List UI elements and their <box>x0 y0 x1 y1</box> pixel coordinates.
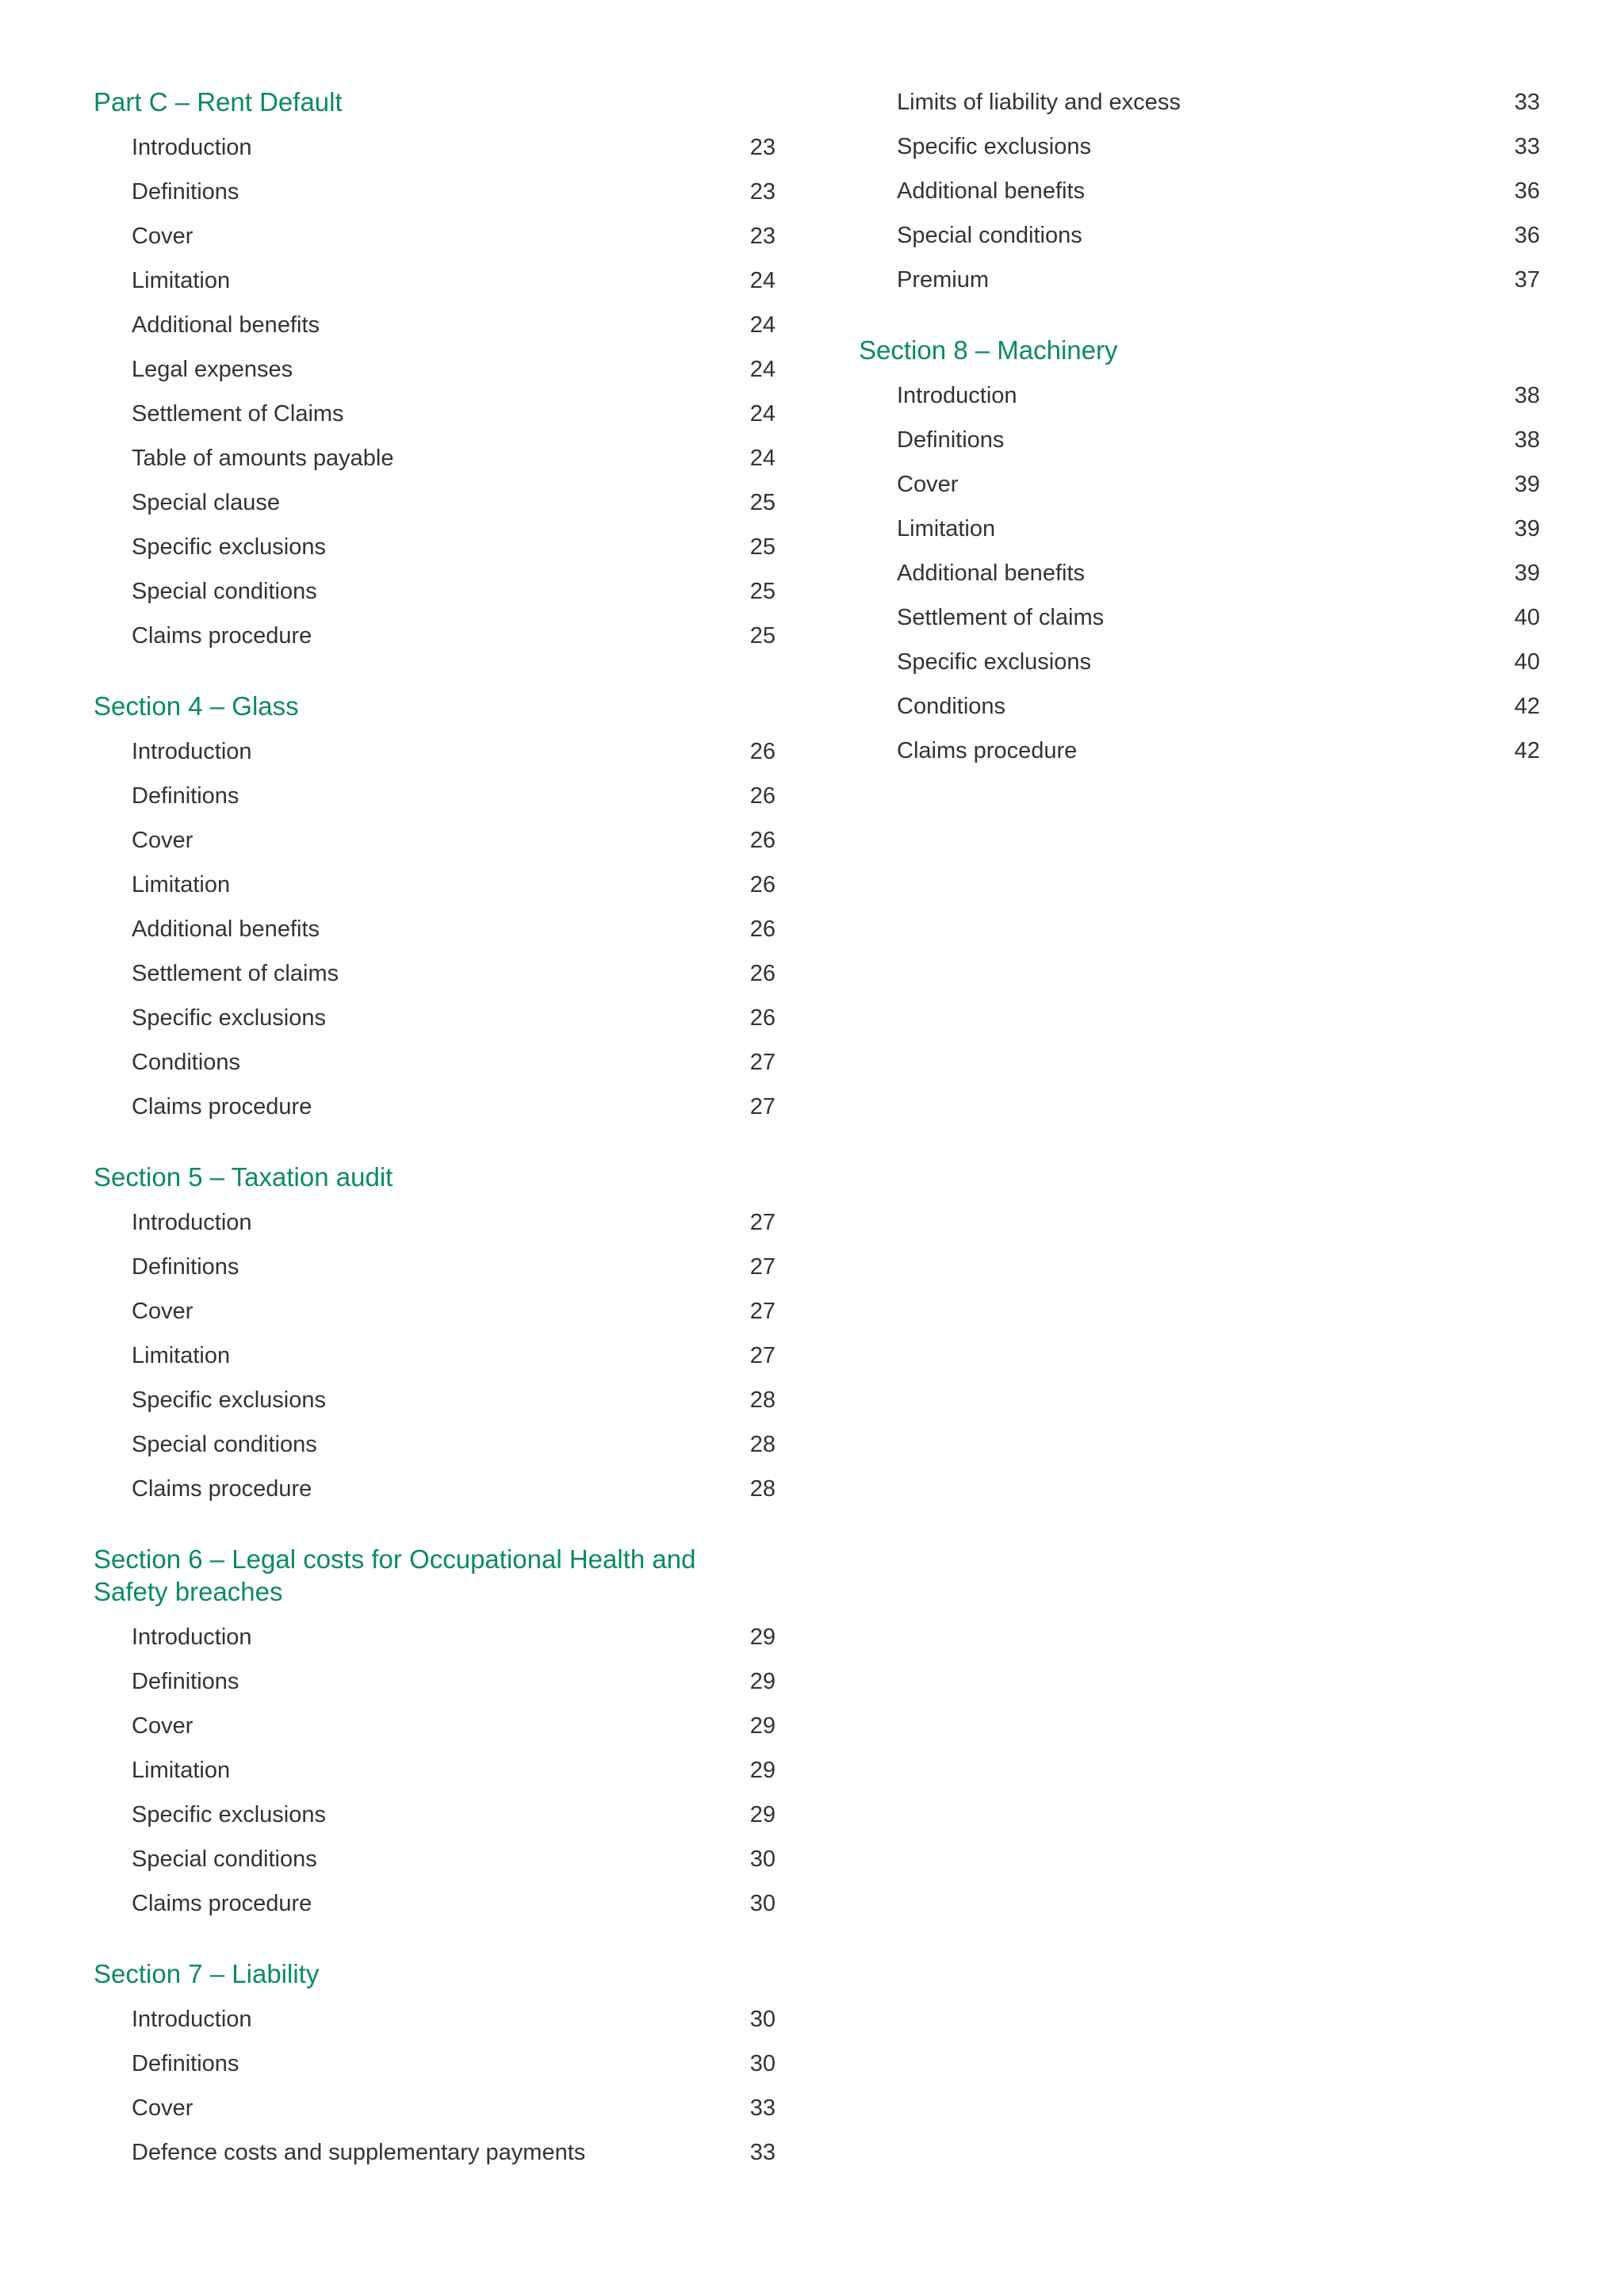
entry-page-number: 25 <box>749 623 776 649</box>
toc-entry <box>132 1245 776 1289</box>
toc-section <box>94 86 776 658</box>
toc-entry <box>132 1793 776 1837</box>
entry-label: Cover <box>897 472 959 497</box>
entry-page-number: 42 <box>1514 694 1540 719</box>
entry-label: Settlement of claims <box>132 961 339 986</box>
entry-page-number: 29 <box>749 1624 776 1650</box>
entry-page-number: 24 <box>749 401 776 427</box>
toc-entry <box>897 124 1540 169</box>
entry-page-number: 26 <box>749 828 776 853</box>
entry-label: Settlement of claims <box>897 605 1105 630</box>
entry-page-number: 27 <box>749 1343 776 1368</box>
entry-label: Additional benefits <box>897 561 1085 586</box>
entry-label: Legal expenses <box>132 357 293 382</box>
entry-page-number: 24 <box>749 268 776 293</box>
entry-page-number: 23 <box>749 135 776 160</box>
entry-page-number: 25 <box>749 534 776 560</box>
entry-page-number: 28 <box>749 1432 776 1457</box>
entry-page-number: 29 <box>749 1669 776 1694</box>
toc-entry <box>132 614 776 658</box>
toc-entry <box>132 1997 776 2042</box>
toc-entry <box>132 2086 776 2130</box>
entry-page-number: 39 <box>1514 561 1540 586</box>
entry-label: Limits of liability and excess <box>897 90 1181 115</box>
entry-label: Premium <box>897 267 990 293</box>
toc-entry <box>897 373 1540 418</box>
entry-page-number: 39 <box>1514 472 1540 497</box>
entry-label: Special conditions <box>132 1432 317 1457</box>
section-heading: Section 8 – Machinery <box>859 335 1118 365</box>
entry-label: Introduction <box>897 383 1017 408</box>
entry-page-number: 30 <box>749 2007 776 2032</box>
entry-label: Special conditions <box>897 223 1082 248</box>
entry-label: Special conditions <box>132 579 317 604</box>
toc-entry <box>897 258 1540 302</box>
entry-page-number: 40 <box>1514 605 1540 630</box>
toc-entry <box>132 863 776 907</box>
toc-entry <box>132 951 776 996</box>
toc-entry <box>132 907 776 951</box>
toc-entry <box>132 1704 776 1748</box>
toc-section <box>94 1161 776 1511</box>
entry-page-number: 28 <box>749 1476 776 1502</box>
entry-page-number: 24 <box>749 446 776 471</box>
entry-label: Introduction <box>132 739 252 764</box>
toc-entry <box>897 169 1540 213</box>
entry-page-number: 25 <box>749 490 776 515</box>
entry-page-number: 25 <box>749 579 776 604</box>
toc-column-left <box>94 86 776 2175</box>
entry-page-number: 38 <box>1514 383 1540 408</box>
toc-entry <box>132 1040 776 1085</box>
entry-label: Table of amounts payable <box>132 446 394 471</box>
entry-label: Definitions <box>132 1669 239 1694</box>
toc-entry <box>132 125 776 170</box>
entry-label: Cover <box>132 828 193 853</box>
entry-page-number: 24 <box>749 312 776 338</box>
entry-label: Settlement of Claims <box>132 401 344 427</box>
toc-entry <box>132 303 776 347</box>
toc-section-continued <box>859 80 1540 302</box>
entry-label: Additional benefits <box>132 916 320 942</box>
toc-entry <box>897 595 1540 640</box>
toc-section <box>94 1957 776 2175</box>
toc-entry <box>132 1378 776 1422</box>
entry-page-number: 29 <box>749 1758 776 1783</box>
entry-label: Claims procedure <box>132 1476 312 1502</box>
toc-entry <box>132 1881 776 1926</box>
entry-page-number: 27 <box>749 1299 776 1324</box>
entry-page-number: 33 <box>1514 90 1540 115</box>
toc-entry <box>132 347 776 392</box>
entry-label: Conditions <box>132 1050 241 1075</box>
toc-entry <box>897 80 1540 124</box>
toc-entry <box>132 1289 776 1334</box>
entry-page-number: 26 <box>749 783 776 809</box>
toc-entry <box>132 1085 776 1129</box>
entry-page-number: 27 <box>749 1050 776 1075</box>
entry-label: Definitions <box>132 783 239 809</box>
entry-label: Additional benefits <box>132 312 320 338</box>
entry-label: Specific exclusions <box>897 649 1091 675</box>
toc-section <box>859 334 1540 773</box>
entry-label: Introduction <box>132 2007 252 2032</box>
entry-page-number: 39 <box>1514 516 1540 541</box>
entry-label: Limitation <box>132 268 231 293</box>
entry-page-number: 42 <box>1514 738 1540 763</box>
entry-label: Defence costs and supplementary payments <box>132 2140 586 2165</box>
toc-entry <box>132 392 776 436</box>
toc-entry <box>132 1334 776 1378</box>
entry-label: Specific exclusions <box>132 1802 326 1827</box>
entry-label: Claims procedure <box>132 1094 312 1119</box>
toc-entry <box>132 818 776 863</box>
toc-entry <box>132 1659 776 1704</box>
section-heading: Section 5 – Taxation audit <box>94 1162 393 1192</box>
entry-label: Introduction <box>132 1624 252 1650</box>
toc-entry <box>897 729 1540 773</box>
entry-label: Claims procedure <box>132 623 312 649</box>
toc-entry <box>132 729 776 774</box>
section-heading: Section 7 – Liability <box>94 1959 320 1988</box>
entry-page-number: 26 <box>749 872 776 897</box>
entry-page-number: 26 <box>749 916 776 942</box>
toc-entry <box>132 2042 776 2086</box>
entry-page-number: 23 <box>749 224 776 249</box>
toc-entry <box>132 1837 776 1881</box>
entry-label: Definitions <box>132 1254 239 1280</box>
entry-label: Definitions <box>132 2051 239 2076</box>
toc-entry <box>897 462 1540 507</box>
entry-label: Limitation <box>897 516 996 541</box>
toc-entry <box>132 1748 776 1793</box>
toc-entry <box>897 507 1540 551</box>
toc-entry <box>132 214 776 258</box>
entry-page-number: 30 <box>749 1846 776 1872</box>
section-heading: Section 4 – Glass <box>94 691 299 721</box>
section-heading: Part C – Rent Default <box>94 87 343 117</box>
entry-page-number: 27 <box>749 1094 776 1119</box>
entry-label: Special clause <box>132 490 280 515</box>
toc-column-right <box>859 80 1540 773</box>
entry-label: Definitions <box>897 427 1005 453</box>
entry-label: Introduction <box>132 1210 252 1235</box>
entry-page-number: 29 <box>749 1802 776 1827</box>
entry-page-number: 33 <box>749 2140 776 2165</box>
entry-page-number: 23 <box>749 179 776 205</box>
toc-entry <box>132 1200 776 1245</box>
entry-label: Conditions <box>897 694 1006 719</box>
toc-entry <box>897 213 1540 258</box>
toc-entry <box>897 418 1540 462</box>
toc-entry <box>132 1422 776 1467</box>
section-heading: Section 6 – Legal costs for Occupational Health and Safety breaches <box>94 1544 696 1606</box>
entry-page-number: 36 <box>1514 178 1540 204</box>
entry-label: Additional benefits <box>897 178 1085 204</box>
entry-label: Cover <box>132 1299 193 1324</box>
toc-entry <box>132 774 776 818</box>
entry-label: Specific exclusions <box>132 534 326 560</box>
entry-page-number: 36 <box>1514 223 1540 248</box>
toc-entry <box>132 1467 776 1511</box>
toc-entry <box>132 258 776 303</box>
entry-label: Cover <box>132 2095 193 2121</box>
entry-page-number: 27 <box>749 1210 776 1235</box>
toc-entry <box>132 170 776 214</box>
entry-page-number: 38 <box>1514 427 1540 453</box>
entry-label: Special conditions <box>132 1846 317 1872</box>
entry-label: Limitation <box>132 1343 231 1368</box>
entry-label: Limitation <box>132 1758 231 1783</box>
entry-label: Cover <box>132 224 193 249</box>
entry-label: Limitation <box>132 872 231 897</box>
toc-section <box>94 690 776 1129</box>
entry-page-number: 26 <box>749 739 776 764</box>
entry-page-number: 40 <box>1514 649 1540 675</box>
toc-entry <box>132 996 776 1040</box>
entry-label: Claims procedure <box>132 1891 312 1916</box>
entry-page-number: 24 <box>749 357 776 382</box>
entry-label: Claims procedure <box>897 738 1078 763</box>
entry-label: Specific exclusions <box>132 1005 326 1031</box>
entry-page-number: 27 <box>749 1254 776 1280</box>
toc-entry <box>132 569 776 614</box>
entry-page-number: 37 <box>1514 267 1540 293</box>
entry-page-number: 29 <box>749 1713 776 1739</box>
entry-label: Specific exclusions <box>132 1387 326 1413</box>
toc-entry <box>132 2130 776 2175</box>
toc-entry <box>897 640 1540 684</box>
toc-entry <box>897 684 1540 729</box>
entry-page-number: 26 <box>749 1005 776 1031</box>
entry-page-number: 30 <box>749 1891 776 1916</box>
entry-label: Definitions <box>132 179 239 205</box>
entry-page-number: 28 <box>749 1387 776 1413</box>
entry-label: Cover <box>132 1713 193 1739</box>
toc-entry <box>132 525 776 569</box>
entry-label: Specific exclusions <box>897 134 1091 159</box>
toc-section <box>94 1543 776 1926</box>
toc-entry <box>132 436 776 480</box>
entry-page-number: 26 <box>749 961 776 986</box>
entry-page-number: 33 <box>749 2095 776 2121</box>
toc-entry <box>897 551 1540 595</box>
toc-entry <box>132 1615 776 1659</box>
entry-page-number: 30 <box>749 2051 776 2076</box>
entry-label: Introduction <box>132 135 252 160</box>
toc-entry <box>132 480 776 525</box>
entry-page-number: 33 <box>1514 134 1540 159</box>
